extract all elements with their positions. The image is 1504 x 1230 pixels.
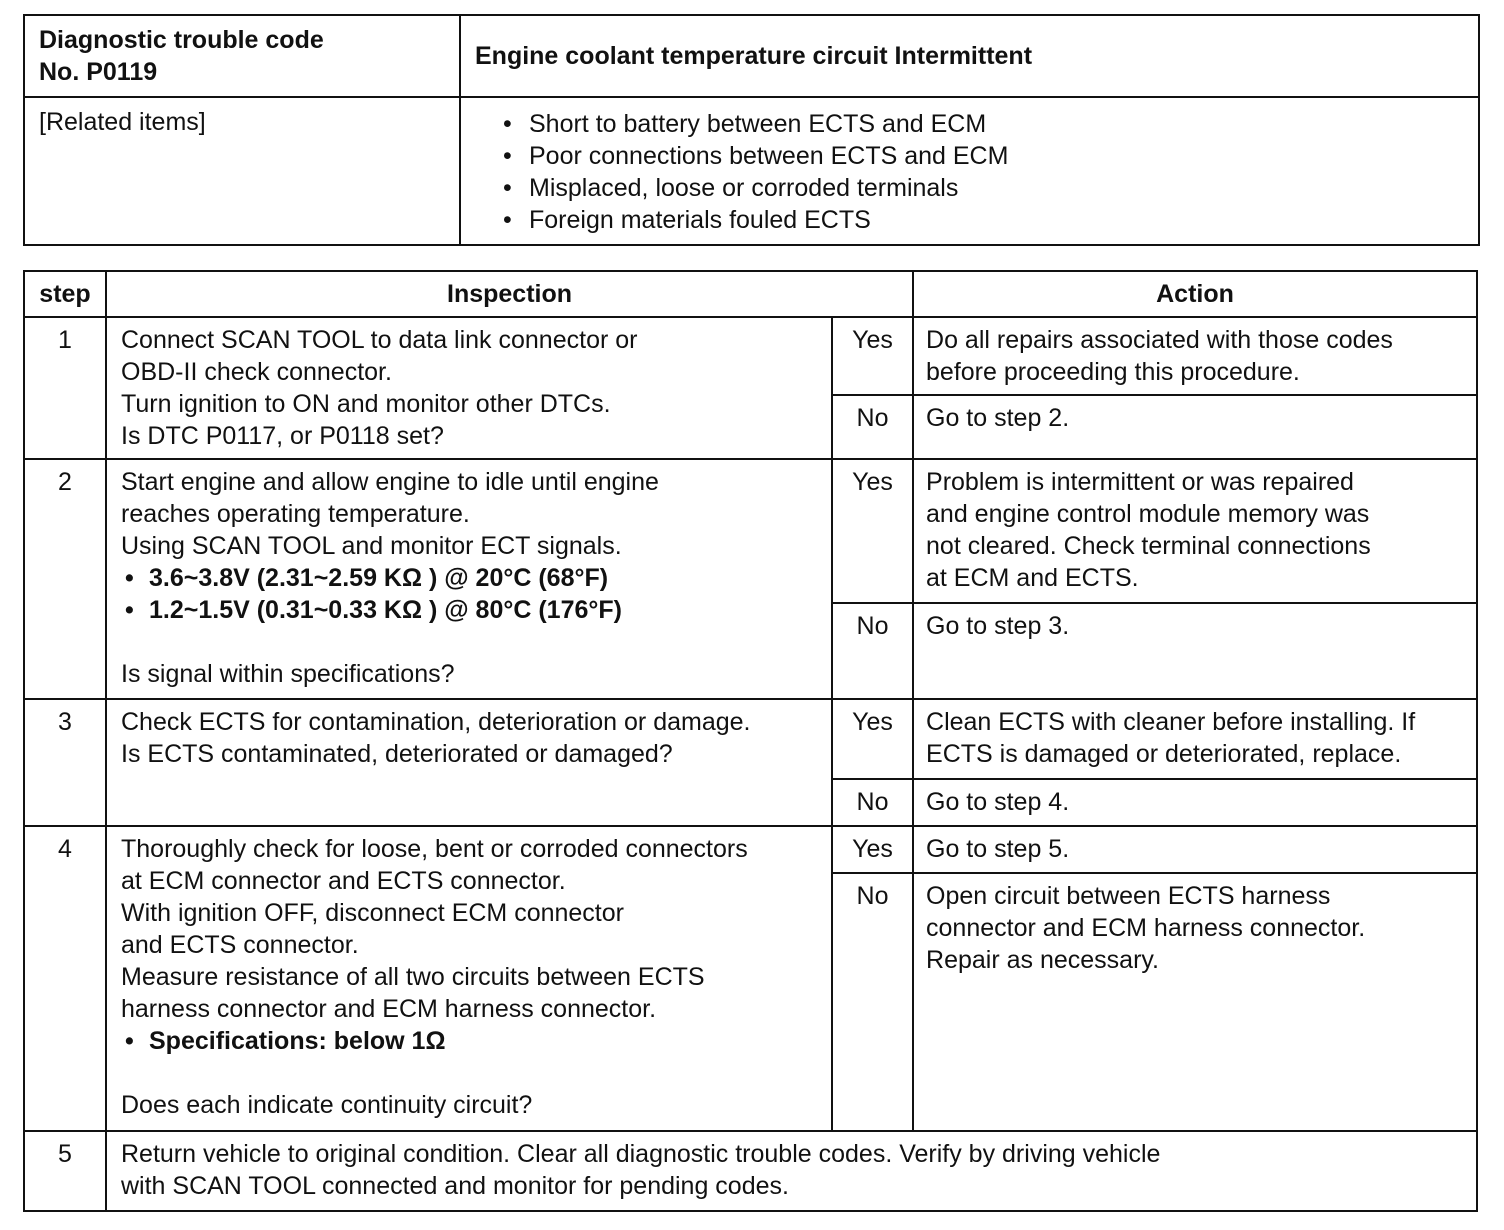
action-line: connector and ECM harness connector.: [926, 914, 1366, 942]
action-line: and engine control module memory was: [926, 500, 1370, 528]
action-line: Go to step 3.: [926, 612, 1070, 640]
inspection-line: and ECTS connector.: [121, 931, 359, 959]
inspection-line: Thoroughly check for loose, bent or corroded connectors: [121, 835, 748, 863]
step-4-inspection: [106, 826, 832, 1131]
step-1-inspection: [106, 317, 832, 459]
yes-label: Yes: [832, 459, 913, 603]
inspection-line: OBD-II check connector.: [121, 358, 392, 386]
inspection-line: Turn ignition to ON and monitor other DTCs.: [121, 390, 611, 418]
action-line: Repair as necessary.: [926, 946, 1159, 974]
header-row: [24, 271, 1477, 317]
inspection-line: Measure resistance of all two circuits between ECTS: [121, 963, 705, 991]
inspection-line: with SCAN TOOL connected and monitor for pending codes.: [121, 1172, 789, 1200]
step-3-inspection: [106, 699, 832, 826]
step-1-yes-action: [913, 317, 1477, 395]
inspection-line: Using SCAN TOOL and monitor ECT signals.: [121, 532, 622, 560]
related-items-label: [Related items]: [24, 97, 460, 245]
no-label: No: [832, 873, 913, 1131]
header-action: Action: [913, 271, 1477, 317]
step-4-no-action: [913, 873, 1477, 1131]
action-line: Go to step 4.: [926, 788, 1070, 816]
spec-item: • 3.6~3.8V (2.31~2.59 KΩ ) @ 20°C (68°F): [121, 562, 821, 594]
inspection-line: With ignition OFF, disconnect ECM connector: [121, 899, 624, 927]
action-line: not cleared. Check terminal connections: [926, 532, 1371, 560]
step-5-inspection: [106, 1131, 1477, 1211]
diagnostic-steps-table: [23, 270, 1478, 1212]
step-number: 3: [24, 699, 106, 826]
action-line: Clean ECTS with cleaner before installing. If: [926, 708, 1416, 736]
related-items-cell: [460, 97, 1479, 245]
inspection-line: at ECM connector and ECTS connector.: [121, 867, 566, 895]
dtc-header-table: [23, 14, 1480, 246]
action-line: ECTS is damaged or deteriorated, replace.: [926, 740, 1402, 768]
step-number: 4: [24, 826, 106, 1131]
step-number: 1: [24, 317, 106, 459]
dtc-code-label: Diagnostic trouble code: [39, 26, 324, 54]
related-item: • Foreign materials fouled ECTS: [529, 204, 1464, 236]
step-3-yes-action: [913, 699, 1477, 779]
dtc-code-cell: [24, 15, 460, 97]
spec-item: • Specifications: below 1Ω: [121, 1025, 821, 1057]
header-step: step: [24, 271, 106, 317]
step-number: 5: [24, 1131, 106, 1211]
inspection-line: Is DTC P0117, or P0118 set?: [121, 422, 444, 450]
related-item: • Poor connections between ECTS and ECM: [529, 140, 1464, 172]
inspection-line: Is ECTS contaminated, deteriorated or damaged?: [121, 740, 673, 768]
action-line: Go to step 5.: [926, 835, 1070, 863]
dtc-code-number: No. P0119: [39, 58, 158, 86]
inspection-line: Start engine and allow engine to idle until engine: [121, 468, 659, 496]
step-4-yes-action: [913, 826, 1477, 873]
action-line: before proceeding this procedure.: [926, 358, 1300, 386]
inspection-question: Does each indicate continuity circuit?: [121, 1091, 533, 1119]
step-number: 2: [24, 459, 106, 699]
inspection-line: Connect SCAN TOOL to data link connector or: [121, 326, 638, 354]
action-line: Open circuit between ECTS harness: [926, 882, 1331, 910]
action-line: Do all repairs associated with those codes: [926, 326, 1393, 354]
step-2-inspection: [106, 459, 832, 699]
no-label: No: [832, 395, 913, 459]
action-line: Go to step 2.: [926, 404, 1070, 432]
inspection-line: harness connector and ECM harness connector.: [121, 995, 657, 1023]
step-2-no-action: [913, 603, 1477, 699]
header-inspection: Inspection: [106, 271, 913, 317]
yes-label: Yes: [832, 826, 913, 873]
inspection-question: Is signal within specifications?: [121, 660, 455, 688]
related-items-list: [475, 106, 1464, 236]
no-label: No: [832, 603, 913, 699]
yes-label: Yes: [832, 317, 913, 395]
related-item: • Misplaced, loose or corroded terminals: [529, 172, 1464, 204]
related-item: • Short to battery between ECTS and ECM: [529, 108, 1464, 140]
inspection-line: Check ECTS for contamination, deterioration or damage.: [121, 708, 751, 736]
step-2-yes-action: [913, 459, 1477, 603]
no-label: No: [832, 779, 913, 826]
step-1-no-action: [913, 395, 1477, 459]
action-line: at ECM and ECTS.: [926, 564, 1139, 592]
spec-item: • 1.2~1.5V (0.31~0.33 KΩ ) @ 80°C (176°F): [121, 594, 821, 626]
yes-label: Yes: [832, 699, 913, 779]
inspection-line: Return vehicle to original condition. Clear all diagnostic trouble codes. Verify by driving vehicle: [121, 1140, 1161, 1168]
step-3-no-action: [913, 779, 1477, 826]
dtc-title: Engine coolant temperature circuit Intermittent: [460, 15, 1479, 97]
inspection-line: reaches operating temperature.: [121, 500, 470, 528]
action-line: Problem is intermittent or was repaired: [926, 468, 1354, 496]
